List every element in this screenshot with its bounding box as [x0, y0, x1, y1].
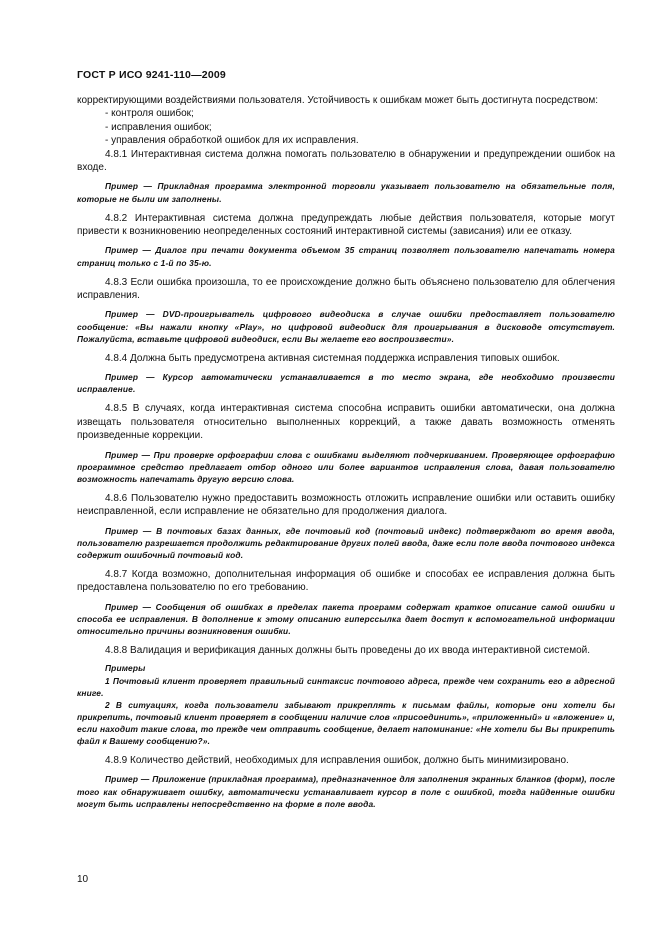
- example-4-8-7: Пример — Сообщения об ошибках в пределах пакета программ содержат краткое описание самой ошибки и способа ее исправления. В дополнение к этому описанию гиперссылка дает доступ к вспомогательной информации относительно причины возникновения ошибки.: [77, 601, 615, 636]
- example-4-8-8-2: 2 В ситуациях, когда пользователи забывают прикреплять к письмам файлы, которые они хотели бы прикрепить, почтовый клиент проверяет в сообщении наличие слов «присоединить», «приложенный» и «вложение» и, если находит такие слова, то прежде чем отправить сообщение, делает напоминание: «Не хотели бы Вы прикрепить файл к Вашему сообщению?».: [77, 699, 615, 746]
- clause-4-8-5: 4.8.5 В случаях, когда интерактивная система способна исправить ошибки автоматически, она должна извещать пользователя относительно выполненных коррекций, а также давать возможность отменять произведенные коррекции.: [77, 403, 615, 442]
- clause-4-8-7: 4.8.7 Когда возможно, дополнительная информация об ошибке и способах ее исправления должна быть предоставлена пользователю по его требованию.: [77, 568, 615, 594]
- example-4-8-1: Пример — Прикладная программа электронной торговли указывает пользователю на обязательные поля, которые не были им заполнены.: [77, 181, 615, 204]
- example-4-8-5: Пример — При проверке орфографии слова с ошибками выделяют подчеркиванием. Проверяющее орфографию программное средство предлагает отбор одного или более вариантов исправления слова, давая пользователю возможность напечатать другую версию слова.: [77, 449, 615, 484]
- clause-4-8-4: 4.8.4 Должна быть предусмотрена активная системная поддержка исправления типовых ошибок.: [105, 352, 560, 364]
- document-header: ГОСТ Р ИСО 9241-110—2009: [77, 69, 226, 81]
- examples-heading: Примеры: [105, 663, 146, 674]
- clause-4-8-9: 4.8.9 Количество действий, необходимых для исправления ошибок, должно быть минимизировано.: [105, 755, 569, 767]
- example-4-8-8-1: 1 Почтовый клиент проверяет правильный синтаксис почтового адреса, прежде чем сохранить его в адресной книге.: [77, 675, 615, 698]
- example-4-8-9: Пример — Приложение (прикладная программа), предназначенное для заполнения экранных бланков (форм), после того как обнаруживает ошибку, автоматически устанавливает курсор в поле с ошибкой, тогда найденные ошибки могут быть исправлены непосредственно на форме в поле ввода.: [77, 774, 615, 809]
- list-item: - исправления ошибок;: [105, 121, 212, 133]
- clause-4-8-6: 4.8.6 Пользователю нужно предоставить возможность отложить исправление ошибки или оставить ошибку неисправленной, если исправление не обязательно для продолжения диалога.: [77, 492, 615, 518]
- example-4-8-3: Пример — DVD-проигрыватель цифрового видеодиска в случае ошибки предоставляет пользователю сообщение: «Вы нажали кнопку «Play», но цифровой видеодиск для проигрывания в дисководе отсутствует. Пожалуйста, вставьте цифровой видеодиск, если Вы желаете его воспроизвести».: [77, 309, 615, 344]
- clause-4-8-2: 4.8.2 Интерактивная система должна предупреждать любые действия пользователя, которые могут привести к возникновению неопределенных состояний интерактивной системы (зависания) или ее отказу.: [77, 212, 615, 238]
- page-number: 10: [77, 874, 89, 885]
- document-body: [77, 94, 615, 817]
- example-4-8-4: Пример — Курсор автоматически устанавливается в то место экрана, где необходимо произвести исправление.: [77, 372, 615, 395]
- list-item: - управления обработкой ошибок для их исправления.: [105, 135, 359, 147]
- example-4-8-2: Пример — Диалог при печати документа объемом 35 страниц позволяет пользователю напечатать номера страниц только с 1-й по 35-ю.: [77, 245, 615, 268]
- list-item: - контроля ошибок;: [105, 108, 194, 120]
- intro-paragraph: корректирующими воздействиями пользователя. Устойчивость к ошибкам может быть достигнута посредством:: [77, 95, 599, 106]
- clause-4-8-3: 4.8.3 Если ошибка произошла, то ее происхождение должно быть объяснено пользователю для облегчения исправления.: [77, 276, 615, 302]
- clause-4-8-8: 4.8.8 Валидация и верификация данных должны быть проведены до их ввода интерактивной системой.: [105, 645, 591, 656]
- example-4-8-6: Пример — В почтовых базах данных, где почтовый код (почтовый индекс) подтверждают во время ввода, пользователю разрешается продолжить редактирование других полей ввода, даже если поле ввода почтового индекса содержит ошибочный почтовый код.: [77, 525, 615, 560]
- clause-4-8-1: 4.8.1 Интерактивная система должна помогать пользователю в обнаружении и предупреждении ошибок на входе.: [77, 148, 615, 174]
